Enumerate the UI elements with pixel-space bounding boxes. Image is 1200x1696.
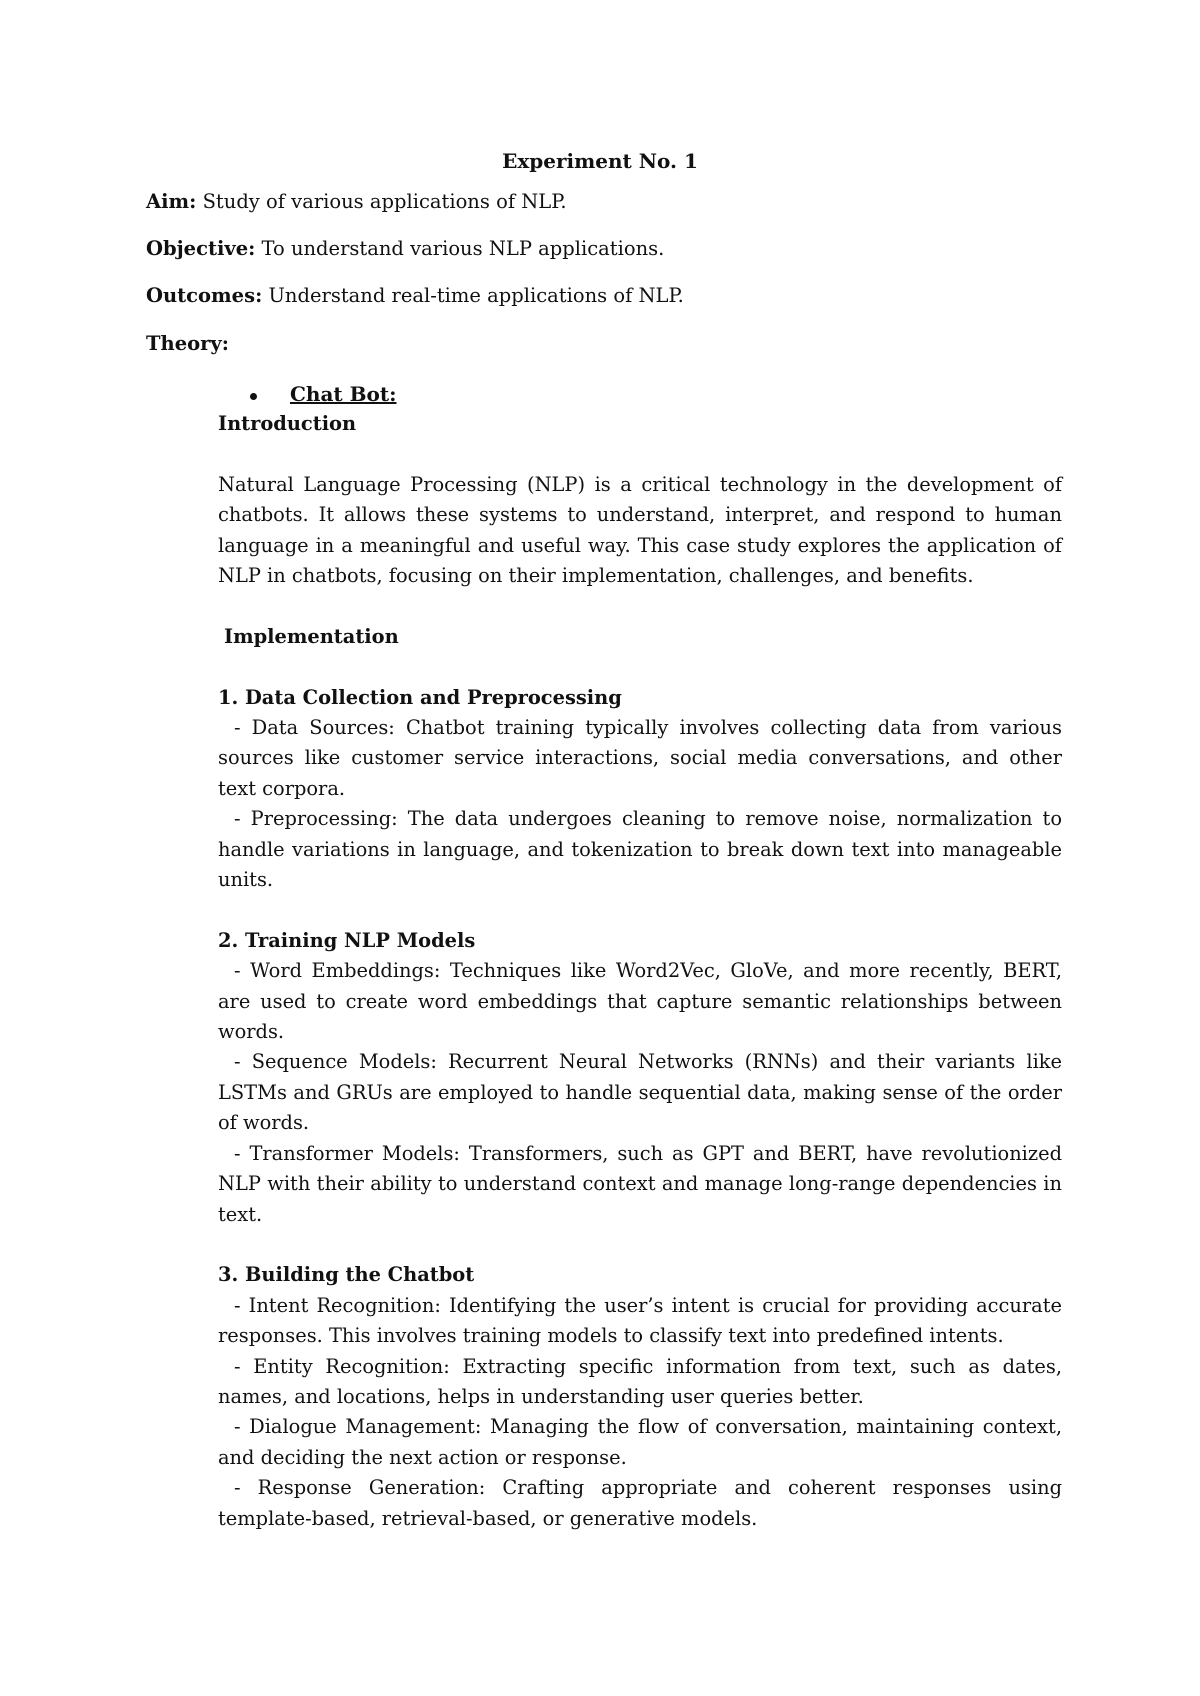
bullet-icon [250, 393, 257, 400]
section-heading-1: 1. Data Collection and Preprocessing [218, 685, 622, 709]
introduction-body: Natural Language Processing (NLP) is a critical technology in the development of chatbots. It allows these systems to understand, interpret, and respond to human language in a meaningful and useful way. This case study explores the application of NLP in chatbots, focusing on their implementation, challenges, and benefits. [218, 472, 1062, 588]
section-3-item-3: - Dialogue Management: Managing the flow of conversation, maintaining context, and deciding the next action or response. [218, 1415, 1062, 1469]
objective-text: To understand various NLP applications. [255, 237, 665, 260]
introduction-heading: Introduction [218, 412, 357, 435]
objective-label: Objective: [146, 237, 256, 260]
outcomes-line [146, 282, 684, 310]
section-3-item-1: - Intent Recognition: Identifying the user’s intent is crucial for providing accurate responses. This involves training models to classify text into predefined intents. [218, 1293, 1062, 1348]
spacer [218, 1230, 1062, 1260]
section-2-item-3: - Transformer Models: Transformers, such as GPT and BERT, have revolutionized NLP with their ability to understand context and manage long-range dependencies in text. [218, 1141, 1062, 1226]
section-heading-3: 3. Building the Chatbot [218, 1263, 475, 1287]
spacer [218, 652, 1062, 682]
theory-content [218, 409, 1062, 1534]
section-1-item-2: - Preprocessing: The data undergoes cleaning to remove noise, normalization to handle variations in language, and tokenization to break down text into manageable units. [218, 807, 1062, 892]
section-2-item-1: - Word Embeddings: Techniques like Word2Vec, GloVe, and more recently, BERT, are used to create word embeddings that capture semantic relationships between words. [218, 959, 1062, 1044]
aim-text: Study of various applications of NLP. [196, 190, 567, 213]
section-3-item-4: - Response Generation: Crafting appropriate and coherent responses using template-based, retrieval-based, or generative models. [218, 1476, 1062, 1530]
spacer [218, 439, 1062, 469]
spacer [218, 895, 1062, 925]
section-1-item-1: - Data Sources: Chatbot training typically involves collecting data from various sources like customer service interactions, social media conversations, and other text corpora. [218, 716, 1062, 800]
section-3-item-2: - Entity Recognition: Extracting specific information from text, such as dates, names, and locations, helps in understanding user queries better. [218, 1354, 1062, 1408]
spacer [218, 591, 1062, 621]
section-2-item-2: - Sequence Models: Recurrent Neural Networks (RNNs) and their variants like LSTMs and GRUs are employed to handle sequential data, making sense of the order of words. [218, 1050, 1062, 1135]
objective-line [146, 235, 664, 263]
theory-label: Theory: [146, 332, 229, 355]
chatbot-heading: Chat Bot: [290, 382, 397, 406]
implementation-heading: Implementation [224, 624, 399, 648]
aim-line [146, 188, 567, 216]
section-heading-2: 2. Training NLP Models [218, 928, 476, 952]
page-title: Experiment No. 1 [502, 149, 698, 173]
theory-line [146, 330, 229, 358]
outcomes-text: Understand real-time applications of NLP. [262, 284, 684, 307]
aim-label: Aim: [146, 190, 197, 213]
outcomes-label: Outcomes: [146, 284, 263, 307]
